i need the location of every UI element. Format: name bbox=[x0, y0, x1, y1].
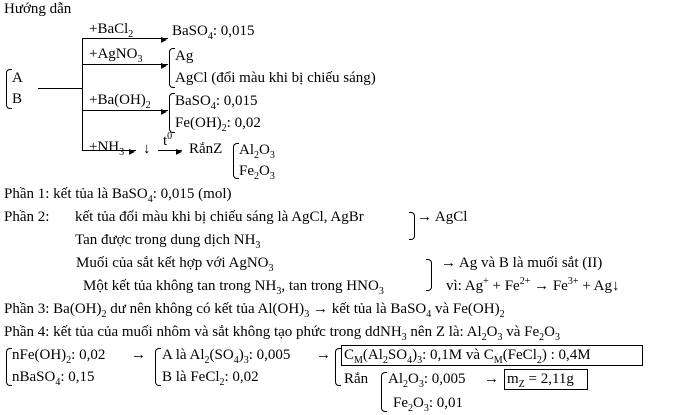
product-r3-feoh2: $Fe(OH)_2$: 0,02 bbox=[175, 115, 261, 134]
arrowhead-2: ▸ bbox=[161, 58, 168, 72]
branch-arrow-1 bbox=[82, 38, 168, 39]
stem-line bbox=[38, 88, 82, 89]
part2-line3-result: → Ag và B là muối sắt (II) bbox=[441, 255, 603, 271]
arrow-2: → bbox=[316, 347, 331, 363]
product-fe2o3: $Fe_2O_3$ bbox=[239, 163, 275, 182]
reagent-nh3: $+NH_3$ bbox=[89, 139, 125, 158]
arrow-3: → bbox=[484, 371, 499, 387]
part4-line: Phần 4: kết tủa của muối nhôm và sắt không tạo phức trong ddNH$_3$ nên Z là: $Al_2O_3$ và $Fe_2O_3$ bbox=[4, 324, 561, 343]
product-al2o3: $Al_2O_3$ bbox=[239, 142, 275, 161]
solid-al2o3: $Al_2O_3$: 0,005 bbox=[388, 371, 466, 390]
solid-fe2o3: $Fe_2O_3$: 0,01 bbox=[393, 395, 464, 414]
brace-solid bbox=[381, 372, 387, 412]
product-ag: Ag bbox=[175, 48, 194, 64]
reagent-agno3: +AgNO$_3$ bbox=[89, 46, 143, 65]
part2-line2: Tan được trong dung dịch $NH_3$ bbox=[75, 232, 261, 251]
branch-arrow-3 bbox=[82, 110, 168, 111]
mol-baso4: nBaSO$_4$: 0,15 bbox=[12, 369, 95, 388]
product-agcl: AgCl (đổi màu khi bị chiếu sáng) bbox=[175, 70, 376, 86]
salt-a: A là $Al_2(SO_4)_3$: 0,005 bbox=[162, 347, 291, 366]
precipitate-arrow: ↓ bbox=[143, 141, 151, 157]
page-title: Hướng dẫn bbox=[4, 1, 72, 17]
heat-label: $t^0$ bbox=[163, 131, 173, 149]
mol-feoh2: $nFe(OH)_2$: 0,02 bbox=[12, 347, 106, 366]
part1-line: Phần 1: kết tủa là BaSO$_4$: 0,015 (mol) bbox=[4, 186, 232, 205]
sample-a: A bbox=[12, 70, 23, 86]
part2-line1-result: → AgCl bbox=[417, 209, 468, 225]
trunk-line bbox=[82, 38, 83, 150]
sample-b: B bbox=[12, 91, 23, 107]
reagent-baoh2: $+Ba(OH)_2$ bbox=[89, 92, 151, 111]
arrowhead-3: ▸ bbox=[161, 104, 168, 118]
solid-z-label: RắnZ bbox=[189, 141, 223, 157]
mass-result: $m_Z = 2,11g$ bbox=[507, 371, 574, 390]
arrowhead-1: ▸ bbox=[161, 32, 168, 46]
arrow-1: → bbox=[131, 347, 146, 363]
arrowhead-5: ▸ bbox=[176, 144, 183, 158]
part2-equation: vì: $Ag^+ + Fe^{2+} \to Fe^{3+}$ + Ag↓ bbox=[446, 276, 620, 294]
product-r3-baso4: BaSO$_4$: 0,015 bbox=[175, 93, 258, 112]
salt-b: B là FeCl$_2$: 0,02 bbox=[162, 369, 259, 388]
product-baso4: BaSO$_4$: 0,015 bbox=[172, 23, 255, 42]
branch-arrow-2 bbox=[82, 64, 168, 65]
reagent-bacl2: +BaCl$_2$ bbox=[89, 21, 134, 40]
brace-part2-a bbox=[409, 212, 415, 240]
part2-line1: kết tủa đổi màu khi bị chiếu sáng là AgCl, AgBr bbox=[75, 209, 364, 225]
brace-salts bbox=[155, 348, 161, 386]
part3-line: Phần 3: $Ba(OH)_2$ dư nên không có kết tủa $Al(OH)_3$ → kết tủa là BaSO$_4$ và $Fe(OH)_2$ bbox=[4, 301, 505, 320]
part2-label: Phần 2: bbox=[4, 209, 50, 225]
solid-label: Rắn bbox=[344, 371, 369, 387]
part2-line4: Một kết tủa không tan trong $NH_3$, tan trong $HNO_3$ bbox=[83, 278, 384, 297]
part2-line3: Muối của sắt kết hợp với AgNO$_3$ bbox=[76, 255, 274, 274]
arrowhead-4: ▸ bbox=[129, 144, 136, 158]
brace-part2-b bbox=[426, 259, 432, 291]
concentration-result: $C_M(Al_2SO_4)_3$: 0,1M và $C_M(FeCl_2)$ : 0,4M bbox=[344, 347, 591, 366]
